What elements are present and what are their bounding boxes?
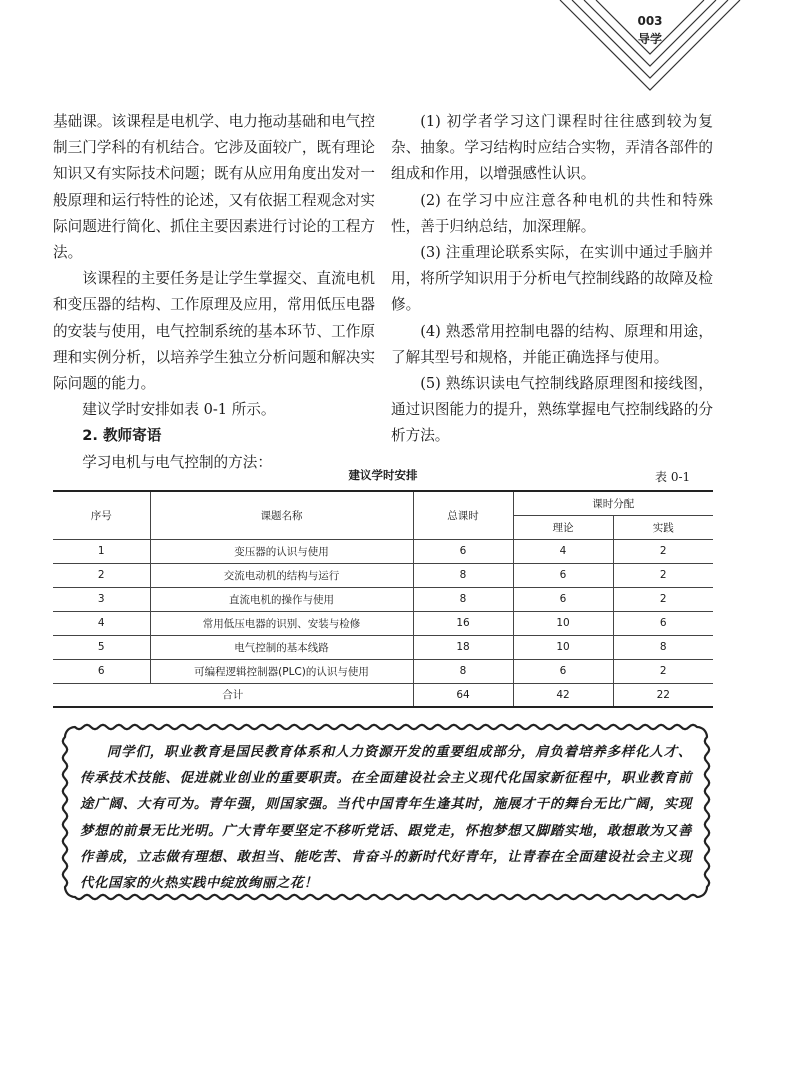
table-row [53,611,713,635]
cell-index: 3 [53,587,150,611]
method-item-1: (1) 初学者学习这门课程时往往感到较为复杂、抽象。学习结构时应结合实物，弄清各部件的组成和作用，以增强感性认识。 [391,113,713,183]
table-row [53,635,713,659]
paragraph-course-tasks: 该课程的主要任务是让学生掌握交、直流电机和变压器的结构、工作原理及应用，常用低压电器的安装与使用，电气控制系统的基本环节、工作原理和实例分析，以培养学生独立分析问题和解决实际问题的能力。 [53,270,375,393]
table-number: 表 0-1 [655,470,691,484]
header-total: 总课时 [413,491,513,539]
table-total-row [53,683,713,707]
cell-index: 5 [53,635,150,659]
header-distribution: 课时分配 [513,491,713,515]
table-row [53,563,713,587]
teacher-message-text: 同学们，职业教育是国民教育体系和人力资源开发的重要组成部分，肩负着培养多样化人才、传承技术技能、促进就业创业的重要职责。在全面建设社会主义现代化国家新征程中，职业教育前途广阔、大有可为。青年强，则国家强。当代中国青年生逢其时，施展才干的舞台无比广阔，实现梦想的前景无比光明。广大青年要坚定不移听党话、跟党走，怀抱梦想又脚踏实地，敢想敢为又善作善成，立志做有理想、敢担当、能吃苦、肯奋斗的新时代好青年，让青春在全面建设社会主义现代化国家的火热实践中绽放绚丽之花！ [80,744,692,892]
cell-total: 18 [413,635,513,659]
cell-name: 交流电动机的结构与运行 [150,563,413,587]
cell-index: 4 [53,611,150,635]
method-item-2: (2) 在学习中应注意各种电机的共性和特殊性，善于归纳总结，加深理解。 [391,191,713,235]
cell-name: 变压器的认识与使用 [150,539,413,563]
cell-total: 8 [413,659,513,683]
paragraph-schedule-ref: 建议学时安排如表 0-1 所示。 [82,401,276,419]
cell-practice: 2 [613,587,713,611]
cell-total: 8 [413,587,513,611]
cell-total-theory: 42 [513,683,613,707]
page-number: 003 [637,14,663,28]
cell-index: 1 [53,539,150,563]
header-practice: 实践 [613,515,713,539]
section-tag: 导学 [637,32,662,46]
table-row [53,659,713,683]
cell-index: 6 [53,659,150,683]
section-heading-teacher-message: 2. 教师寄语 [82,427,162,445]
cell-total: 16 [413,611,513,635]
cell-total: 6 [413,539,513,563]
cell-total-label: 合计 [53,683,413,707]
cell-practice: 2 [613,563,713,587]
method-item-4: (4) 熟悉常用控制电器的结构、原理和用途，了解其型号和规格，并能正确选择与使用。 [391,322,713,366]
cell-theory: 10 [513,611,613,635]
cell-name: 电气控制的基本线路 [150,635,413,659]
teacher-message-box [60,722,712,902]
table-row [53,587,713,611]
cell-theory: 4 [513,539,613,563]
cell-theory: 6 [513,563,613,587]
schedule-table [53,490,713,708]
table-row [53,539,713,563]
table-title: 建议学时安排 [348,468,418,482]
paragraph-methods-intro: 学习电机与电气控制的方法： [82,453,272,471]
method-item-5: (5) 熟练识读电气控制线路原理图和接线图，通过识图能力的提升，熟练掌握电气控制线路的分析方法。 [391,375,713,445]
cell-practice: 8 [613,635,713,659]
right-column [391,109,713,450]
cell-theory: 6 [513,587,613,611]
cell-practice: 2 [613,539,713,563]
cell-theory: 10 [513,635,613,659]
left-column [53,109,375,476]
cell-practice: 6 [613,611,713,635]
header-theory: 理论 [513,515,613,539]
method-item-3: (3) 注重理论联系实际，在实训中通过手脑并用，将所学知识用于分析电气控制线路的故障及检修。 [391,244,713,314]
paragraph-course-intro: 基础课。该课程是电机学、电力拖动基础和电气控制三门学科的有机结合。它涉及面较广，既有理论知识又有实际技术问题；既有从应用角度出发对一般原理和运行特性的论述，又有依据工程观念对实际问题进行简化、抓住主要因素进行讨论的工程方法。 [53,113,375,262]
cell-total: 8 [413,563,513,587]
cell-index: 2 [53,563,150,587]
cell-practice: 2 [613,659,713,683]
cell-name: 可编程逻辑控制器(PLC)的认识与使用 [150,659,413,683]
cell-theory: 6 [513,659,613,683]
cell-name: 常用低压电器的识别、安装与检修 [150,611,413,635]
cell-total-hours: 64 [413,683,513,707]
header-index: 序号 [53,491,150,539]
cell-name: 直流电机的操作与使用 [150,587,413,611]
cell-total-practice: 22 [613,683,713,707]
header-name: 课题名称 [150,491,413,539]
